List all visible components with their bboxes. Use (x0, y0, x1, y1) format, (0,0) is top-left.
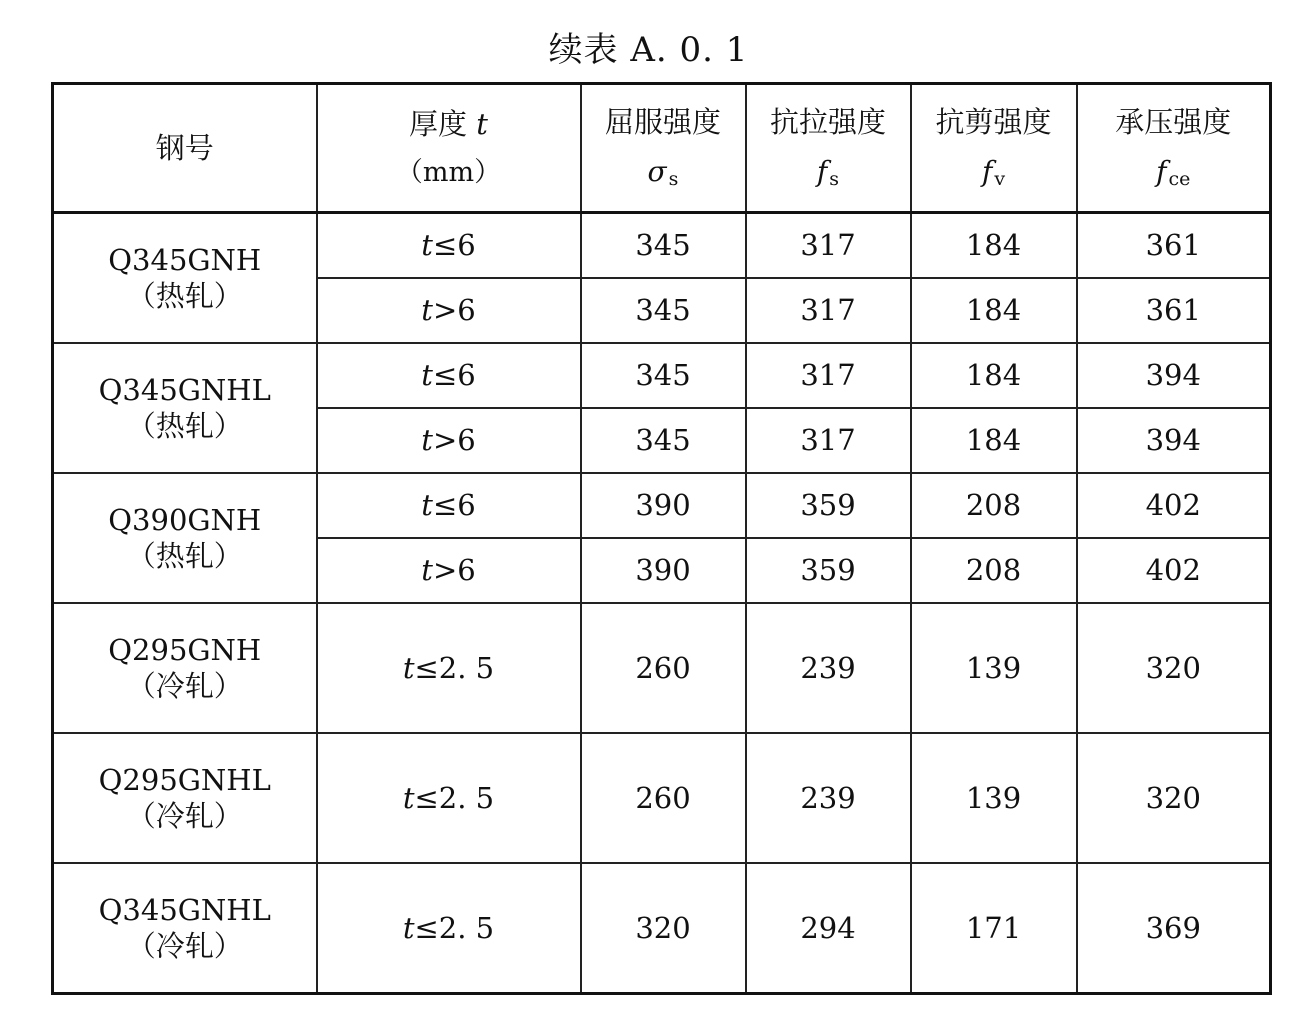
tensile-cell: 239 (746, 733, 911, 863)
yield-cell: 320 (581, 863, 746, 994)
thickness-cell: t>6 (317, 538, 581, 603)
header-bearing-strength: 承压强度 f $_{ce}$ (1077, 84, 1271, 213)
shear-cell: 184 (911, 343, 1077, 408)
shear-cell: 208 (911, 538, 1077, 603)
yield-cell: 345 (581, 278, 746, 343)
yield-cell: 345 (581, 213, 746, 279)
table-row (53, 343, 1271, 408)
tensile-cell: 317 (746, 343, 911, 408)
shear-cell: 139 (911, 733, 1077, 863)
bearing-cell: 394 (1077, 343, 1271, 408)
grade-cell: Q345GNHL （冷轧） (53, 863, 317, 994)
tensile-cell: 317 (746, 278, 911, 343)
thickness-cell: t>6 (317, 278, 581, 343)
grade-cell: Q295GNHL （冷轧） (53, 733, 317, 863)
bearing-cell: 361 (1077, 278, 1271, 343)
bearing-cell: 320 (1077, 733, 1271, 863)
bearing-cell: 402 (1077, 538, 1271, 603)
header-tensile-strength: 抗拉强度 f $_s$ (746, 84, 911, 213)
header-shear-strength: 抗剪强度 f $_v$ (911, 84, 1077, 213)
thickness-cell: t>6 (317, 408, 581, 473)
table-row (53, 603, 1271, 733)
bearing-cell: 361 (1077, 213, 1271, 279)
table-row (53, 213, 1271, 279)
table-row (53, 863, 1271, 994)
yield-cell: 260 (581, 733, 746, 863)
yield-cell: 260 (581, 603, 746, 733)
shear-cell: 184 (911, 213, 1077, 279)
header-grade: 钢号 (53, 84, 317, 213)
grade-cell: Q345GNH （热轧） (53, 213, 317, 344)
bearing-cell: 402 (1077, 473, 1271, 538)
shear-cell: 139 (911, 603, 1077, 733)
header-row (53, 84, 1271, 213)
steel-strength-table (51, 82, 1272, 995)
grade-cell: Q390GNH （热轧） (53, 473, 317, 603)
header-thickness: 厚度 t （mm） (317, 84, 581, 213)
thickness-cell: t≤6 (317, 473, 581, 538)
bearing-cell: 394 (1077, 408, 1271, 473)
shear-cell: 208 (911, 473, 1077, 538)
yield-cell: 390 (581, 473, 746, 538)
shear-cell: 184 (911, 408, 1077, 473)
bearing-cell: 369 (1077, 863, 1271, 994)
bearing-cell: 320 (1077, 603, 1271, 733)
thickness-cell: t≤6 (317, 343, 581, 408)
shear-cell: 171 (911, 863, 1077, 994)
grade-cell: Q295GNH （冷轧） (53, 603, 317, 733)
tensile-cell: 359 (746, 538, 911, 603)
shear-cell: 184 (911, 278, 1077, 343)
thickness-cell: t≤6 (317, 213, 581, 279)
yield-cell: 345 (581, 343, 746, 408)
thickness-cell: t≤2. 5 (317, 863, 581, 994)
header-yield-strength: 屈服强度 σ $_s$ (581, 84, 746, 213)
tensile-cell: 359 (746, 473, 911, 538)
thickness-cell: t≤2. 5 (317, 603, 581, 733)
tensile-cell: 239 (746, 603, 911, 733)
yield-cell: 345 (581, 408, 746, 473)
tensile-cell: 317 (746, 213, 911, 279)
table-row (53, 733, 1271, 863)
thickness-cell: t≤2. 5 (317, 733, 581, 863)
table-row (53, 473, 1271, 538)
yield-cell: 390 (581, 538, 746, 603)
tensile-cell: 317 (746, 408, 911, 473)
table-title: 续表 A. 0. 1 (548, 30, 749, 70)
tensile-cell: 294 (746, 863, 911, 994)
grade-cell: Q345GNHL （热轧） (53, 343, 317, 473)
